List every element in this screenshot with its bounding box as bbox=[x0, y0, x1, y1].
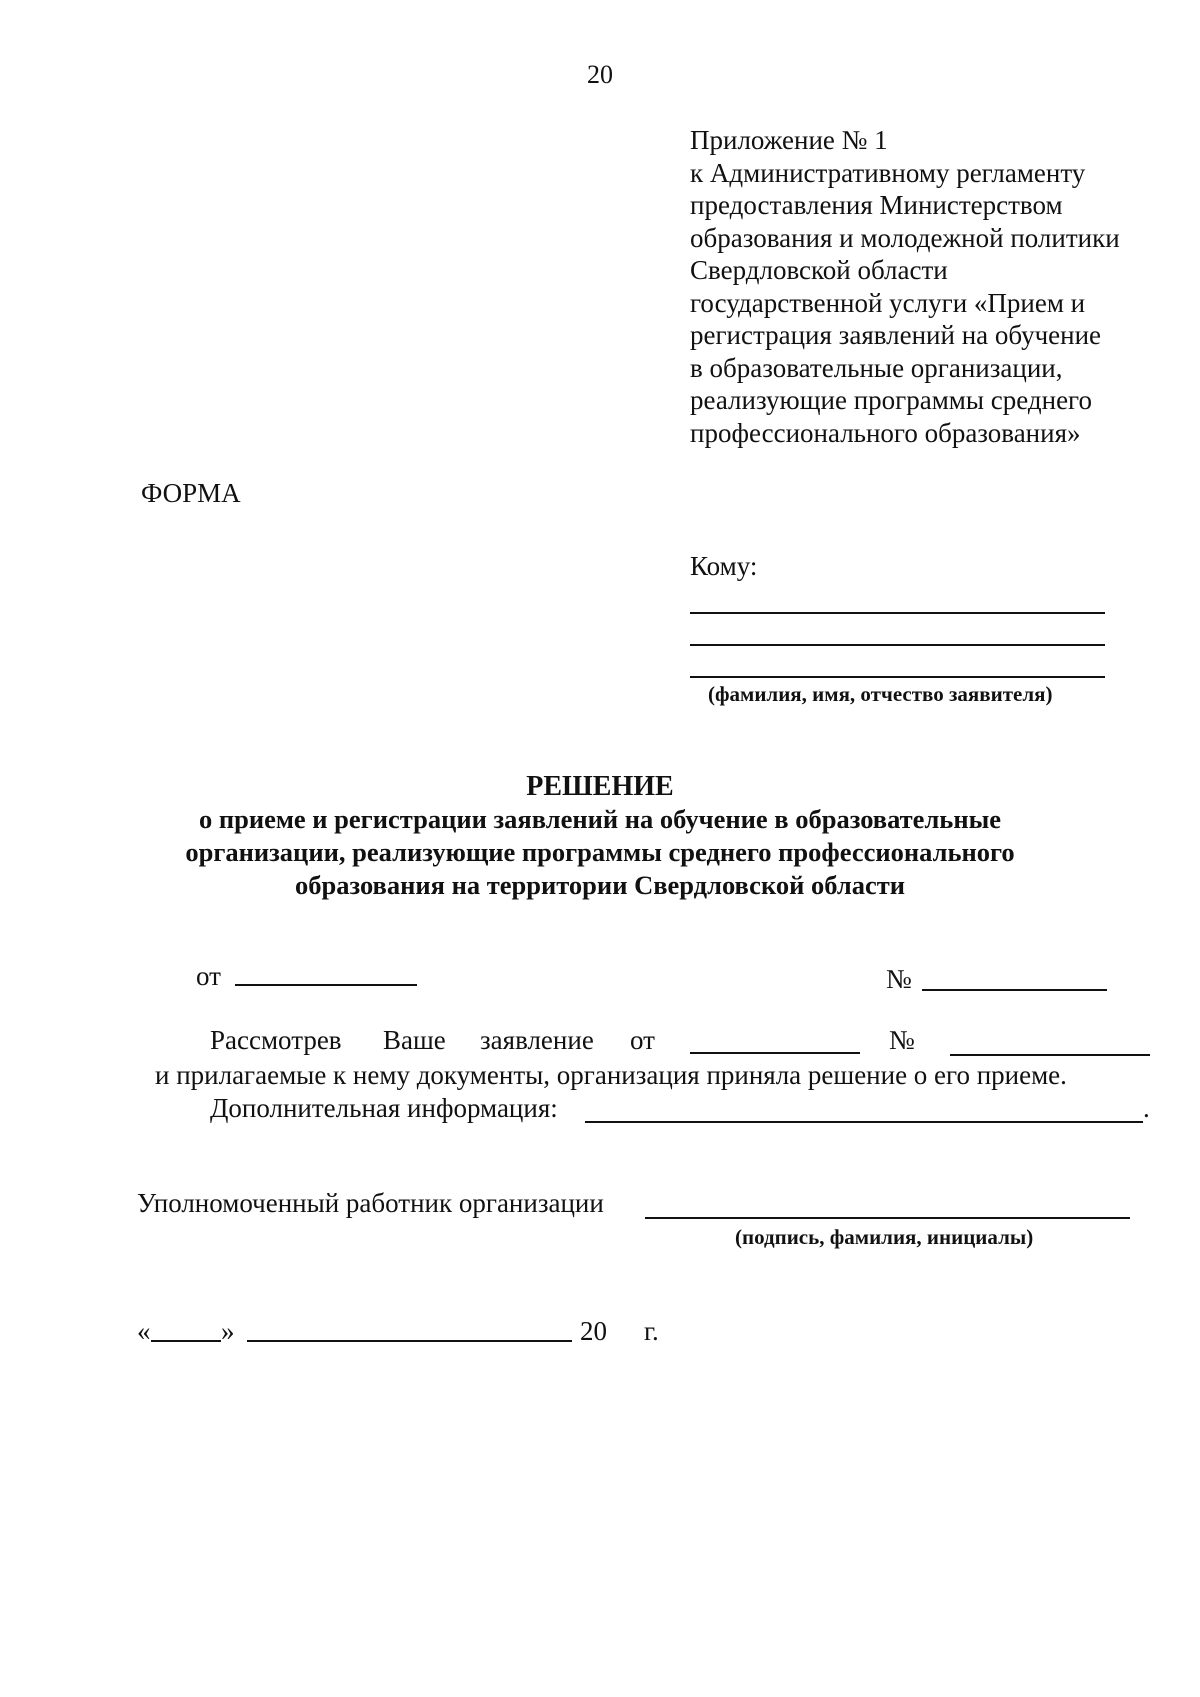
appendix-line: Приложение № 1 bbox=[690, 125, 888, 155]
body-word: от bbox=[630, 1025, 655, 1055]
decision-date-label: от bbox=[196, 961, 221, 991]
recipient-field-line-3[interactable] bbox=[690, 676, 1105, 678]
year-prefix: 20 bbox=[580, 1316, 607, 1346]
form-label: ФОРМА bbox=[141, 478, 241, 508]
appendix-line: регистрация заявлений на обучение bbox=[690, 320, 1102, 350]
appendix-block bbox=[690, 124, 1120, 449]
body-number-sign: № bbox=[889, 1025, 915, 1055]
decision-subtitle-line: о приеме и регистрации заявлений на обучение в образовательные bbox=[198, 804, 1002, 834]
year-suffix: г. bbox=[644, 1316, 659, 1346]
recipient-field-line-1[interactable] bbox=[690, 612, 1105, 614]
appendix-line: в образовательные организации, bbox=[690, 352, 1063, 383]
appendix-line: государственной услуги «Прием и bbox=[690, 287, 1086, 318]
body-line-2: и прилагаемые к нему документы, организация приняла решение о его приеме. bbox=[155, 1060, 1067, 1090]
body-word: Рассмотрев bbox=[210, 1025, 342, 1055]
date-close-quote: » bbox=[221, 1316, 235, 1346]
decision-title-block bbox=[0, 770, 1200, 902]
decision-subtitle-line: организации, реализующие программы среднего профессионального bbox=[185, 837, 1015, 867]
body-word: заявление bbox=[480, 1025, 594, 1055]
month-field[interactable] bbox=[247, 1340, 572, 1342]
appendix-line: образования и молодежной политики bbox=[690, 222, 1120, 253]
recipient-caption: (фамилия, имя, отчество заявителя) bbox=[708, 682, 1053, 706]
recipient-label: Кому: bbox=[690, 551, 758, 581]
decision-title: РЕШЕНИЕ bbox=[526, 771, 674, 802]
application-date-field[interactable] bbox=[690, 1052, 860, 1054]
decision-number-field[interactable] bbox=[922, 989, 1107, 991]
appendix-line: профессионального образования» bbox=[690, 417, 1081, 448]
day-field[interactable] bbox=[151, 1340, 221, 1342]
additional-info-label: Дополнительная информация: bbox=[210, 1093, 558, 1123]
appendix-line: предоставления Министерством bbox=[690, 190, 1063, 220]
decision-subtitle-line: образования на территории Свердловской области bbox=[294, 870, 906, 900]
signature-field[interactable] bbox=[645, 1217, 1130, 1219]
appendix-line: к Административному регламенту bbox=[690, 157, 1086, 188]
recipient-field-line-2[interactable] bbox=[690, 644, 1105, 646]
additional-info-field[interactable] bbox=[585, 1121, 1143, 1123]
date-open-quote: « bbox=[137, 1316, 151, 1346]
authorized-employee-label: Уполномоченный работник организации bbox=[137, 1188, 604, 1218]
appendix-line: реализующие программы среднего bbox=[690, 385, 1092, 415]
decision-number-label: № bbox=[886, 964, 912, 994]
signature-caption: (подпись, фамилия, инициалы) bbox=[735, 1225, 1034, 1249]
body-word: Ваше bbox=[383, 1025, 446, 1055]
appendix-line: Свердловской области bbox=[690, 255, 948, 285]
page-number: 20 bbox=[587, 60, 613, 89]
application-number-field[interactable] bbox=[950, 1054, 1150, 1056]
additional-info-period: . bbox=[1143, 1093, 1150, 1123]
decision-date-field[interactable] bbox=[235, 984, 417, 986]
